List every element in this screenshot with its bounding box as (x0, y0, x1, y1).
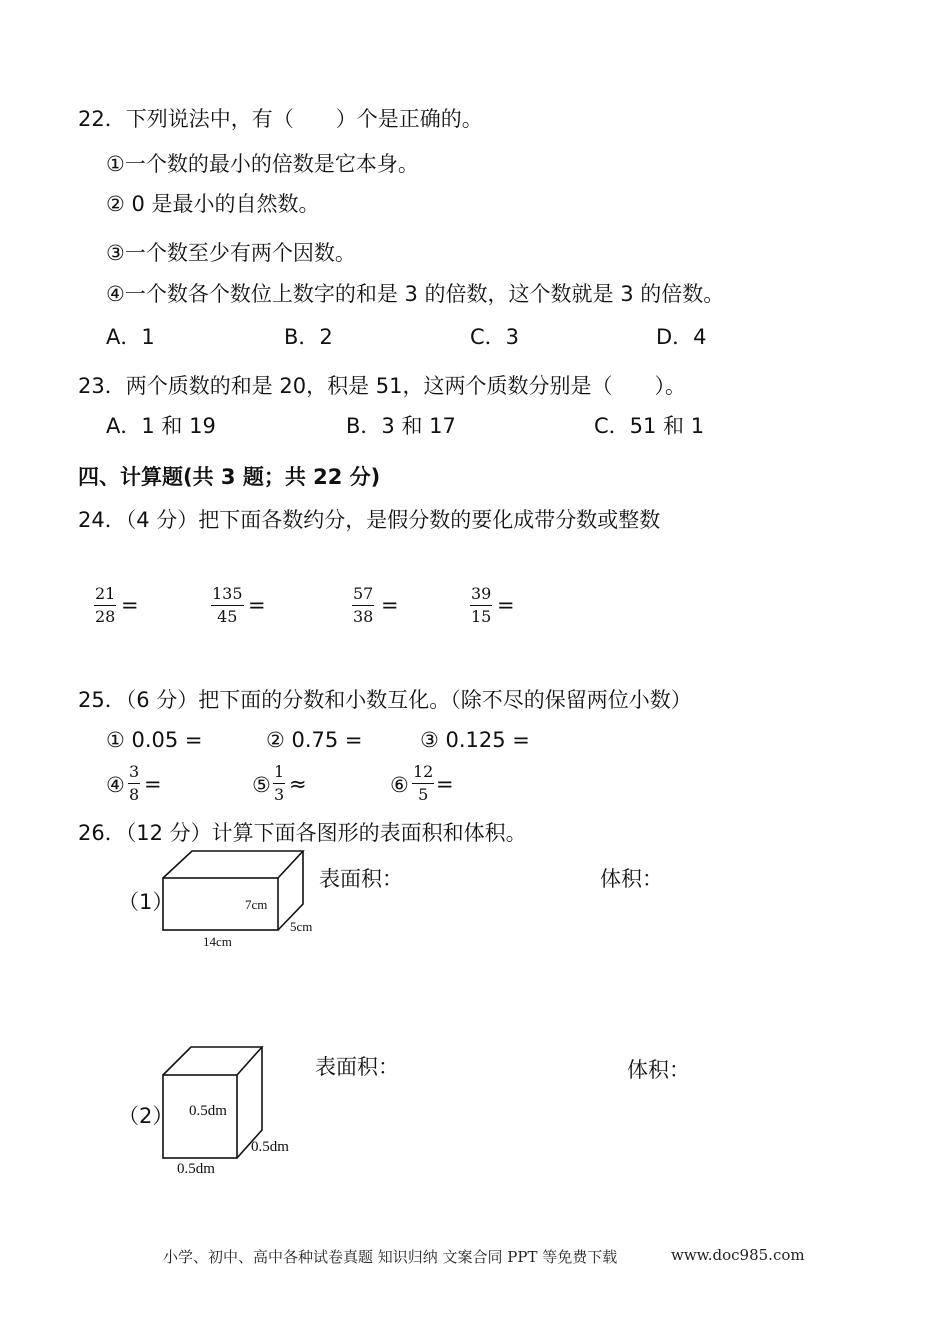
q24-fraction-1-numerator: 21 (94, 585, 116, 606)
q25-op-6: = (436, 772, 454, 796)
q25-fraction-4-numerator: 3 (128, 763, 140, 784)
q26-stem: 26．（12 分）计算下面各图形的表面积和体积。 (78, 821, 527, 845)
q22-option-b: B．2 (284, 325, 333, 349)
q24-op-2: = (248, 593, 266, 617)
footer-text: 小学、初中、高中各种试卷真题 知识归纳 文案合同 PPT 等免费下载 (163, 1248, 618, 1266)
q24-op-4: = (497, 593, 515, 617)
q22-item-2: ② 0 是最小的自然数。 (106, 192, 320, 216)
q26-figure1-depth: 5cm (290, 919, 313, 934)
q25-op-5: ≈ (289, 772, 307, 796)
q25-fraction-label-5: ⑤ (252, 773, 271, 797)
q25-fraction-4-denominator: 8 (129, 785, 140, 804)
q26-figure1-volume-label: 体积： (600, 867, 663, 891)
q26-figure2-label: （2） (118, 1104, 174, 1128)
q24-fraction-1-denominator: 28 (95, 607, 116, 626)
cuboid-top-face (163, 851, 303, 878)
q25-decimal-1: ① 0.05 = (106, 728, 203, 752)
q22-item-3: ③一个数至少有两个因数。 (106, 241, 356, 265)
q22-option-d: D．4 (656, 325, 707, 349)
q22-item-4: ④一个数各个数位上数字的和是 3 的倍数，这个数就是 3 的倍数。 (106, 282, 725, 306)
q24-fraction-2-denominator: 45 (217, 607, 238, 626)
q23-option-c: C．51 和 1 (594, 414, 705, 438)
q24-fraction-4-numerator: 39 (470, 585, 492, 606)
q24-op-1: = (121, 593, 139, 617)
q24-fraction-3 (352, 585, 374, 626)
q22-item-1: ①一个数的最小的倍数是它本身。 (106, 152, 419, 176)
q25-fraction-label-4: ④ (106, 773, 125, 797)
q24-fraction-3-numerator: 57 (352, 585, 374, 606)
q26-figure1-length: 14cm (203, 934, 232, 949)
q24-stem: 24．（4 分）把下面各数约分，是假分数的要化成带分数或整数 (78, 508, 661, 532)
q22-option-a: A．1 (106, 325, 155, 349)
q24-fraction-2-numerator: 135 (211, 585, 244, 606)
q26-figure1-label: （1） (118, 890, 174, 914)
q24-op-3: = (381, 593, 399, 617)
q25-fraction-6-denominator: 5 (418, 785, 429, 804)
q26-figure2-length: 0.5dm (177, 1161, 215, 1177)
q25-decimal-3: ③ 0.125 = (420, 728, 530, 752)
q26-figure1-height: 7cm (245, 897, 268, 912)
q26-figure2-volume-label: 体积： (627, 1058, 690, 1082)
q25-stem: 25．（6 分）把下面的分数和小数互化。（除不尽的保留两位小数） (78, 688, 692, 712)
q24-fraction-2 (211, 585, 244, 626)
q24-fraction-4-denominator: 15 (471, 607, 492, 626)
q22-stem: 22．下列说法中，有（ ）个是正确的。 (78, 107, 483, 131)
cube-top-face (163, 1047, 262, 1075)
q26-figure1-surface-label: 表面积： (319, 867, 403, 891)
footer-url: www.doc985.com (671, 1246, 805, 1264)
q22-option-c: C．3 (470, 325, 520, 349)
q24-fraction-1 (94, 585, 116, 626)
section-4-title: 四、计算题(共 3 题；共 22 分) (78, 465, 381, 489)
q25-fraction-6 (412, 763, 434, 804)
q26-figure2-height: 0.5dm (189, 1103, 227, 1119)
q26-figure2-surface-label: 表面积： (315, 1055, 399, 1079)
q25-fraction-5-numerator: 1 (273, 763, 285, 784)
q24-fraction-4 (470, 585, 492, 626)
q25-fraction-6-numerator: 12 (412, 763, 434, 784)
q23-option-a: A．1 和 19 (106, 414, 216, 438)
q24-fraction-3-denominator: 38 (353, 607, 374, 626)
q25-fraction-5-denominator: 3 (274, 785, 285, 804)
q25-fraction-label-6: ⑥ (390, 773, 409, 797)
q23-stem: 23．两个质数的和是 20，积是 51，这两个质数分别是（ ）。 (78, 374, 687, 398)
q25-fraction-4 (128, 763, 140, 804)
q25-decimal-2: ② 0.75 = (266, 728, 363, 752)
q25-fraction-5 (273, 763, 285, 804)
q25-op-4: = (144, 772, 162, 796)
q23-option-b: B．3 和 17 (346, 414, 456, 438)
q26-figure2-depth: 0.5dm (251, 1139, 289, 1155)
